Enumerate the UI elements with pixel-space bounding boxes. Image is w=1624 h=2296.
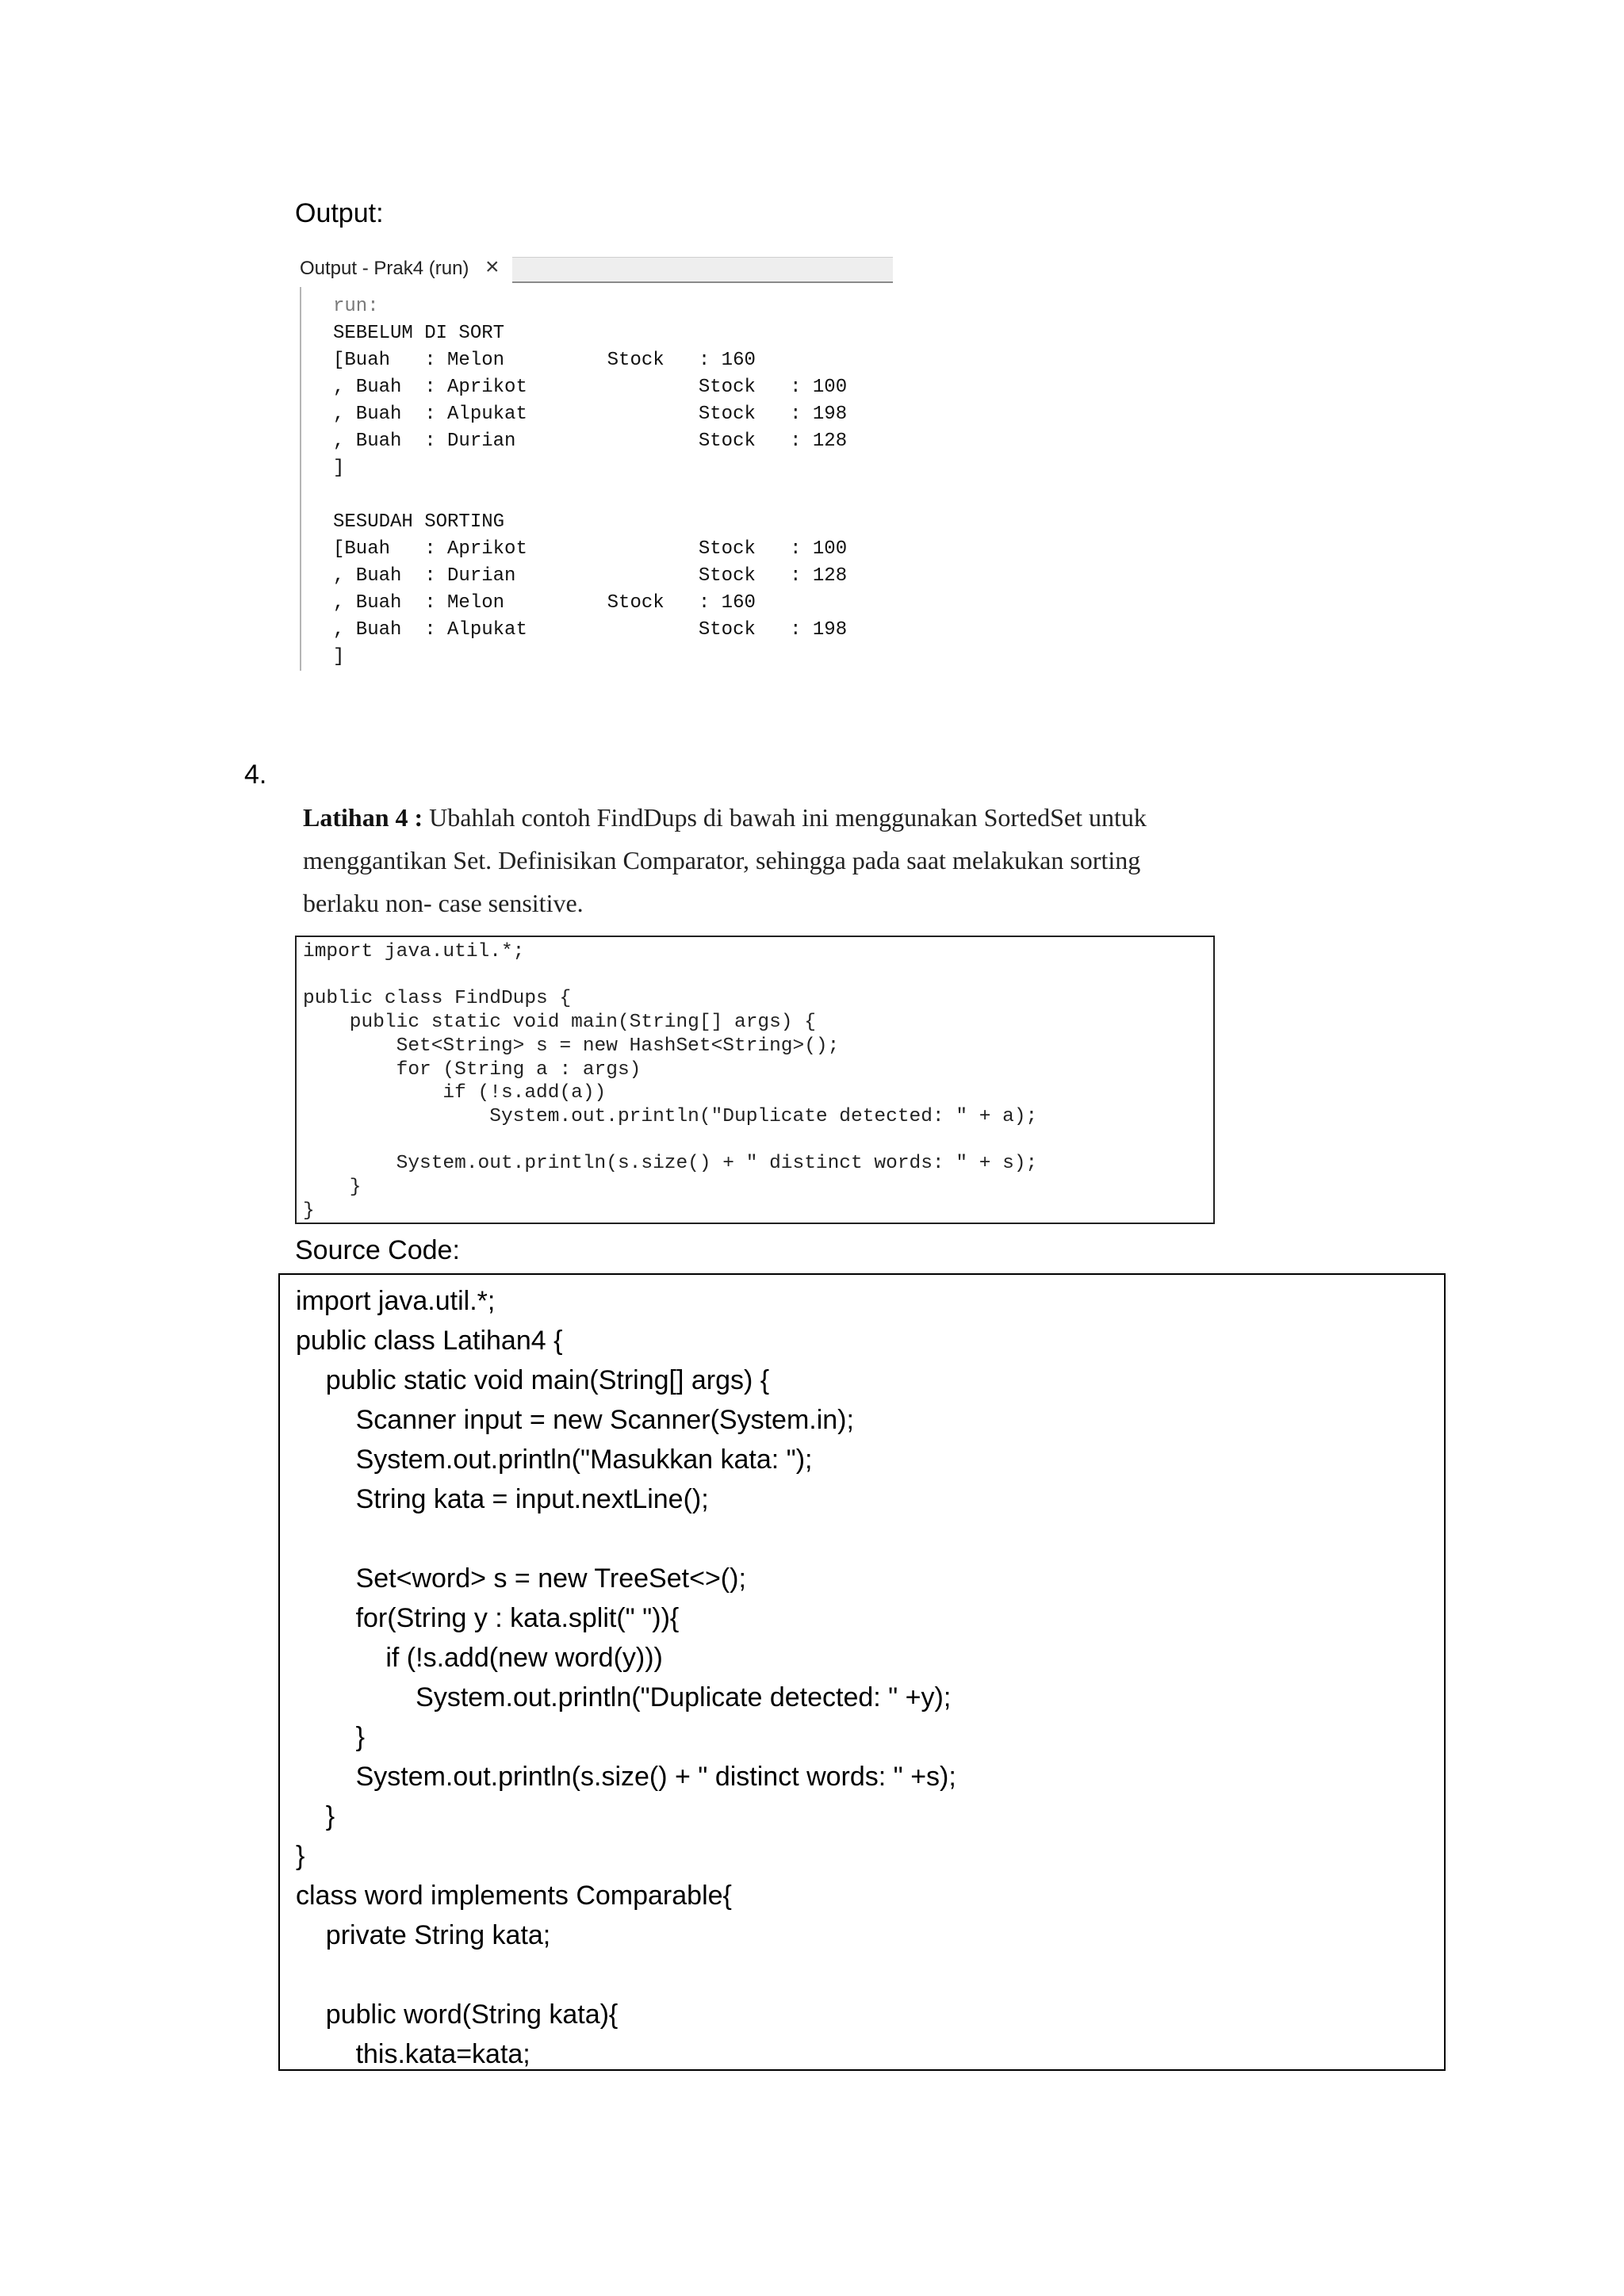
exercise-instruction — [303, 796, 1159, 924]
source-code-box — [278, 1273, 1446, 2071]
exercise-text: Ubahlah contoh FindDups di bawah ini menggunakan SortedSet untuk menggantikan Set. Definisikan Comparator, sehingga pada saat melakukan sorting berlaku non- case sensitive. — [303, 803, 1147, 917]
console-lines — [333, 323, 847, 668]
console-line: ] — [333, 646, 345, 668]
source-code-label: Source Code: — [295, 1235, 460, 1265]
output-tab-title[interactable]: Output - Prak4 (run) — [300, 258, 469, 279]
exercise-heading: Latihan 4 : — [303, 803, 423, 832]
netbeans-output-window — [295, 252, 893, 671]
tab-strip — [512, 257, 893, 283]
output-label: Output: — [295, 198, 384, 228]
console-line: SEBELUM DI SORT — [333, 323, 505, 344]
console-line: SESUDAH SORTING — [333, 511, 505, 533]
console-line: , Buah : Durian Stock : 128 — [333, 565, 848, 587]
console-line: [Buah : Melon Stock : 160 — [333, 350, 756, 371]
example-code-block — [295, 936, 1215, 1224]
console-line: ] — [333, 457, 345, 479]
console-output — [333, 293, 847, 671]
console-line: , Buah : Alpukat Stock : 198 — [333, 619, 848, 641]
output-tab-bar — [295, 252, 893, 285]
close-icon[interactable]: × — [485, 254, 500, 280]
example-code: import java.util.*; public class FindDups { public static void main(String[] args) { Set<String> s = new HashSet<String>(); for (String a : args) if (!s.add(a)) System.out.println("Duplicate detected: " + a); System.out.println(s.size() + " distinct words: " + s); } } — [303, 941, 1038, 1222]
console-line: , Buah : Melon Stock : 160 — [333, 592, 756, 614]
source-code: import java.util.*; public class Latihan4 { public static void main(String[] args) { Scanner input = new Scanner(System.in); System.out.println("Masukkan kata: "); String kata = input.nextLine(); Set<word> s = new TreeSet<>(); for(String y : kata.split(" ")){ if (!s.add(new word(y))) System.out.println("Duplicate detected: " +y); } System.out.println(s.size() + " distinct words: " +s); } } class word implements Comparable{ private String kata; public word(String kata){ this.kata=kata; — [296, 1286, 956, 2069]
console-line: , Buah : Aprikot Stock : 100 — [333, 377, 848, 398]
console-line: [Buah : Aprikot Stock : 100 — [333, 538, 848, 560]
console-line: , Buah : Durian Stock : 128 — [333, 430, 848, 452]
item-number: 4. — [244, 760, 267, 790]
output-gutter-divider — [300, 287, 301, 671]
run-line: run: — [333, 296, 379, 317]
console-line: , Buah : Alpukat Stock : 198 — [333, 404, 848, 425]
